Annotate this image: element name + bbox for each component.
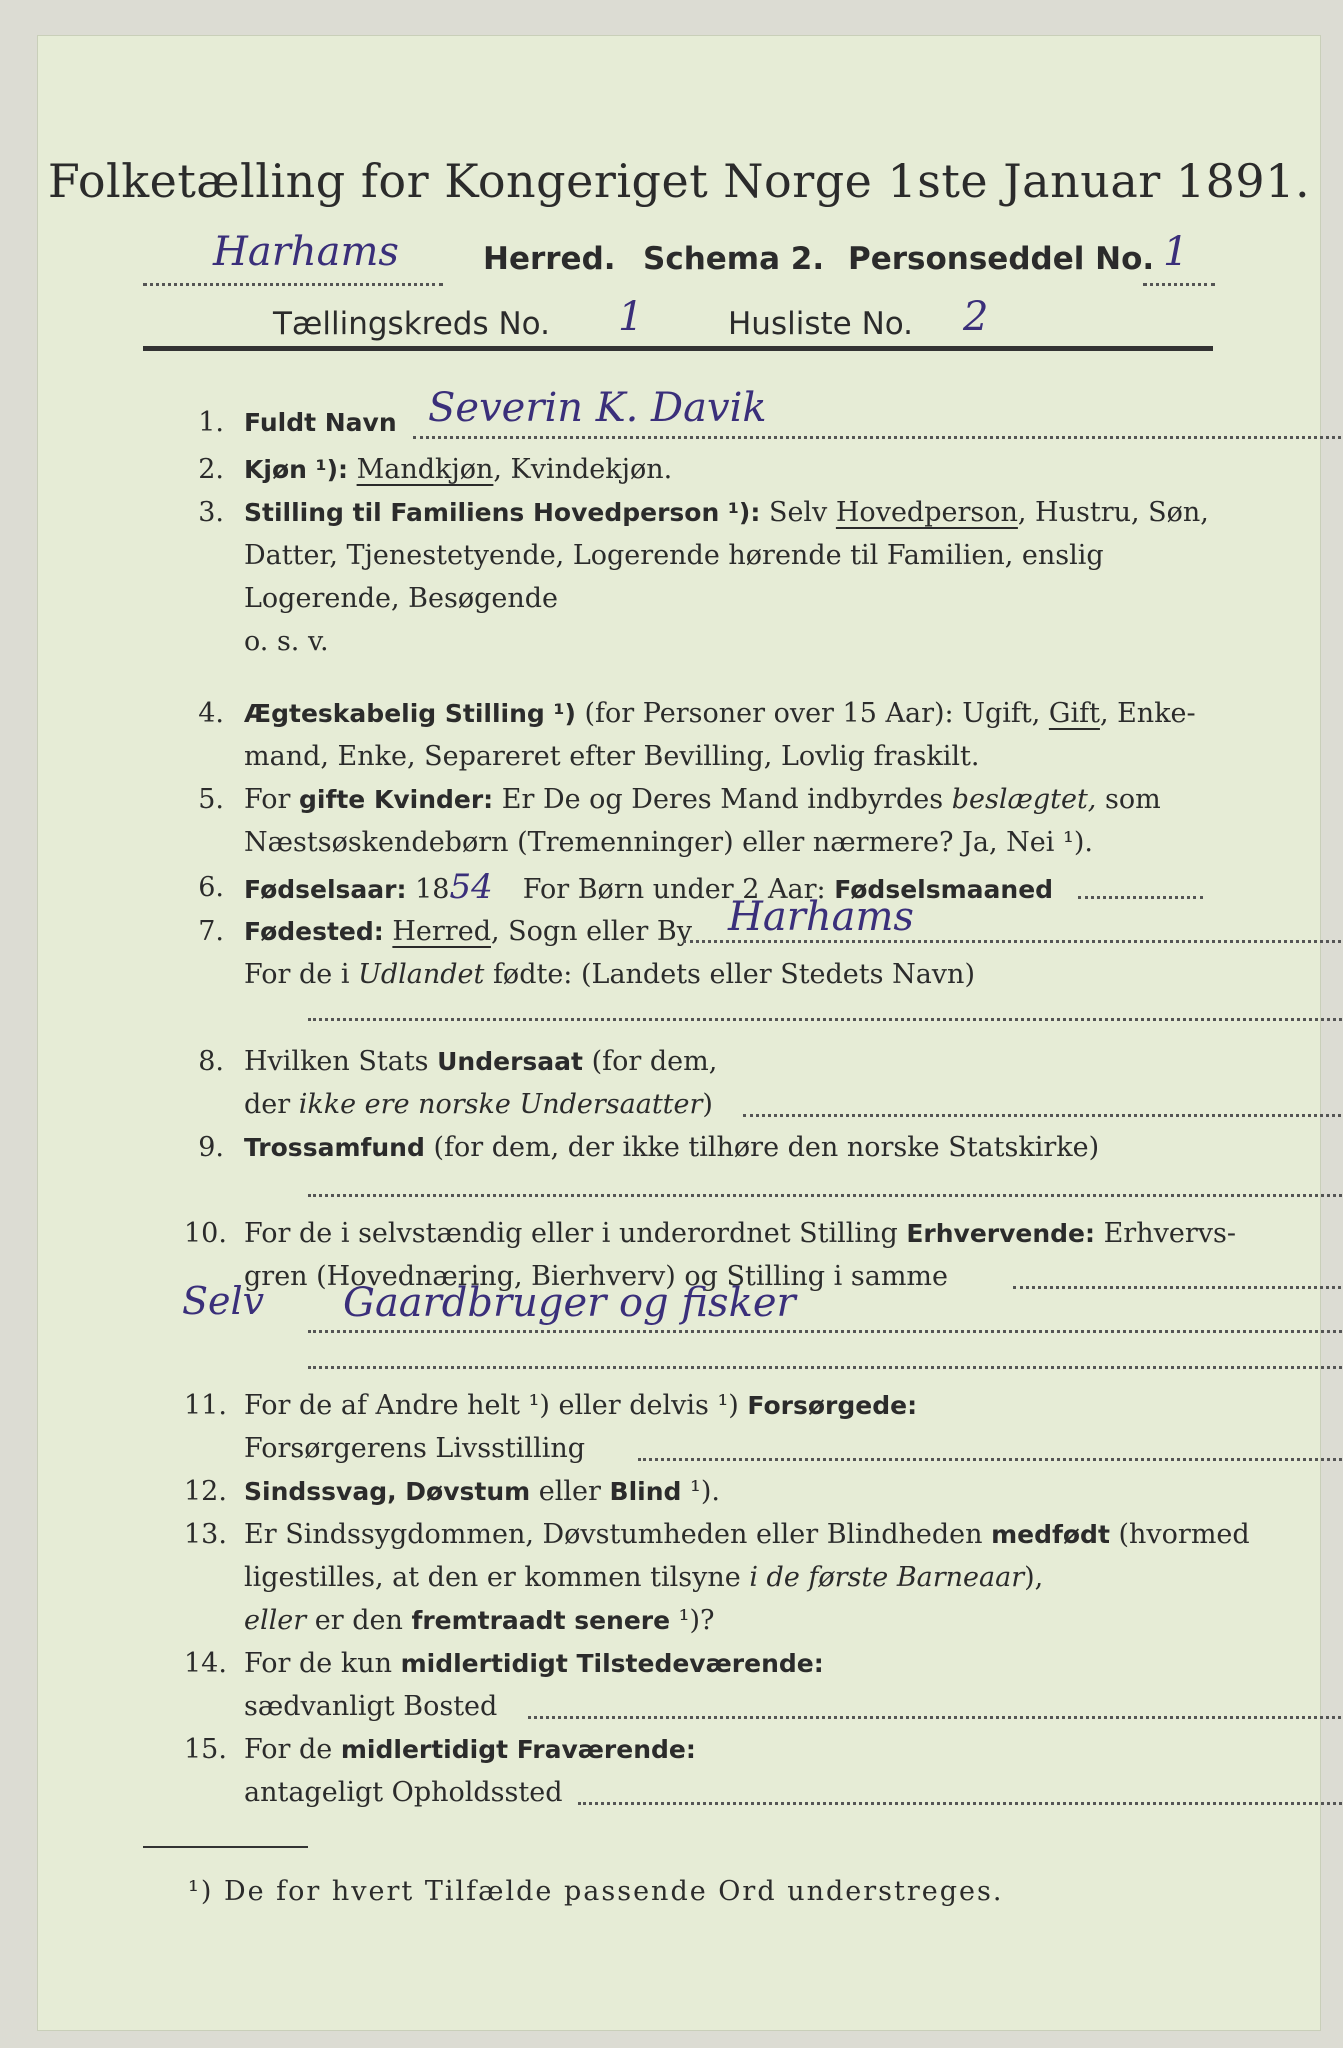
- husliste-label: Husliste No.: [728, 306, 914, 342]
- q4-label: Ægteskabelig Stilling ¹): [244, 699, 576, 728]
- herred-label: Herred.: [483, 241, 616, 277]
- q2-option-mandkjon: Mandkjøn: [356, 454, 494, 485]
- footnote-rule: [143, 1846, 308, 1848]
- q7-answer: Harhams: [728, 894, 914, 940]
- q12-label: Sindssvag, Døvstum: [244, 1477, 531, 1506]
- q10-answer: Gaardbruger og fisker: [343, 1280, 796, 1326]
- q1-answer: Severin K. Davik: [428, 385, 767, 431]
- taellingskreds-value: 1: [618, 294, 644, 340]
- q8-label: Undersaat: [437, 1047, 583, 1076]
- q3-selected: Hovedperson: [835, 497, 1018, 528]
- q9-label: Trossamfund: [244, 1133, 425, 1162]
- form-title: Folketælling for Kongeriget Norge 1ste Januar 1891.: [47, 154, 1311, 208]
- q5-label: gifte Kvinder:: [299, 785, 494, 814]
- q3-label: Stilling til Familiens Hovedperson ¹):: [244, 498, 761, 527]
- q11-label: Forsørgede:: [747, 1391, 918, 1420]
- schema-label: Schema 2.: [643, 241, 825, 277]
- q10-margin-answer: Selv: [182, 1279, 265, 1323]
- q2-label: Kjøn ¹):: [244, 455, 348, 484]
- q13-label: medfødt: [991, 1520, 1110, 1549]
- q10-label: Erhvervende:: [906, 1219, 1096, 1248]
- census-form: Folketælling for Kongeriget Norge 1ste Januar 1891. Harhams Herred. Schema 2. Personseddel No. 1 Tællingskreds No. 1 Husliste No. 2 1. Fuldt Navn Severin K. Davik 2. Kjøn ¹): Mandkjøn, Kvindekjøn. 3. Stilling til Familiens Hovedperson ¹): Selv Hovedperson, Hustru, Søn, Datter, Tjenestetyende, Logerende hørende til Familien, enslig Logerende, Besøgende o. s. v. 4. Ægteskabelig Stilling ¹) (for Personer over 15 Aar): Ugift, Gift, Enke- mand, Enke, Separeret efter Bevilling, Lovlig fraskilt. 5. For gifte Kvinder: Er De og Deres Mand indbyrdes beslægtet, som Næstsøskendebørn (Tremenninger) eller nærmere? Ja, Nei ¹). 6. Fødselsaar: 1854 For Børn under 2 Aar: Fødselsmaaned 7. Fødested: Herred, Sogn eller By Harhams For de i Udlandet fødte: (Landets eller Stedets Navn) 8. Hvilken Stats Undersaat (for dem, der ikke ere norske Undersaatter) 9. Trossamfund (for dem, der ikke tilhøre den norske Statskirke) 10. For de i selvstændig eller i underordnet Stilling Erhvervende: Erhvervs- gren (Hovednæring, Bierhverv) og Stilling i samme Selv Gaardbruger og fisker 11. For de af Andre helt ¹) eller delvis ¹) Forsørgede: Forsørgerens Livsstilling 12. Sindssvag, Døvstum eller Blind ¹). 13. Er Sindssygdommen, Døvstumheden eller Blindheden medfødt (hvormed ligestilles, at den er kommen tilsyne i de første Barneaar), eller er den fremtraadt senere ¹)? 14. For de kun midlertidigt Tilstedeværende: sædvanligt Bosted 15. For de midlertidigt Fraværende: antageligt Opholdssted ¹) De for hvert Tilfælde passende Ord understreges.: [38, 36, 1320, 2030]
- footnote: ¹) De for hvert Tilfælde passende Ord understreges.: [188, 1876, 1004, 1907]
- husliste-value: 2: [963, 294, 989, 340]
- q7-label: Fødested:: [244, 917, 384, 946]
- q4-selected: Gift: [1048, 698, 1100, 729]
- q1-label: Fuldt Navn: [244, 408, 397, 437]
- header-rule: [143, 346, 1213, 351]
- q14-label: midlertidigt Tilstedeværende:: [400, 1649, 824, 1678]
- personseddel-label: Personseddel No.: [848, 241, 1155, 277]
- q6-label: Fødselsaar:: [244, 875, 407, 904]
- taellingskreds-label: Tællingskreds No.: [273, 306, 550, 342]
- personseddel-value: 1: [1163, 229, 1189, 275]
- q15-label: midlertidigt Fraværende:: [340, 1735, 696, 1764]
- q6-year-value: 54: [449, 867, 493, 907]
- herred-value: Harhams: [213, 229, 399, 275]
